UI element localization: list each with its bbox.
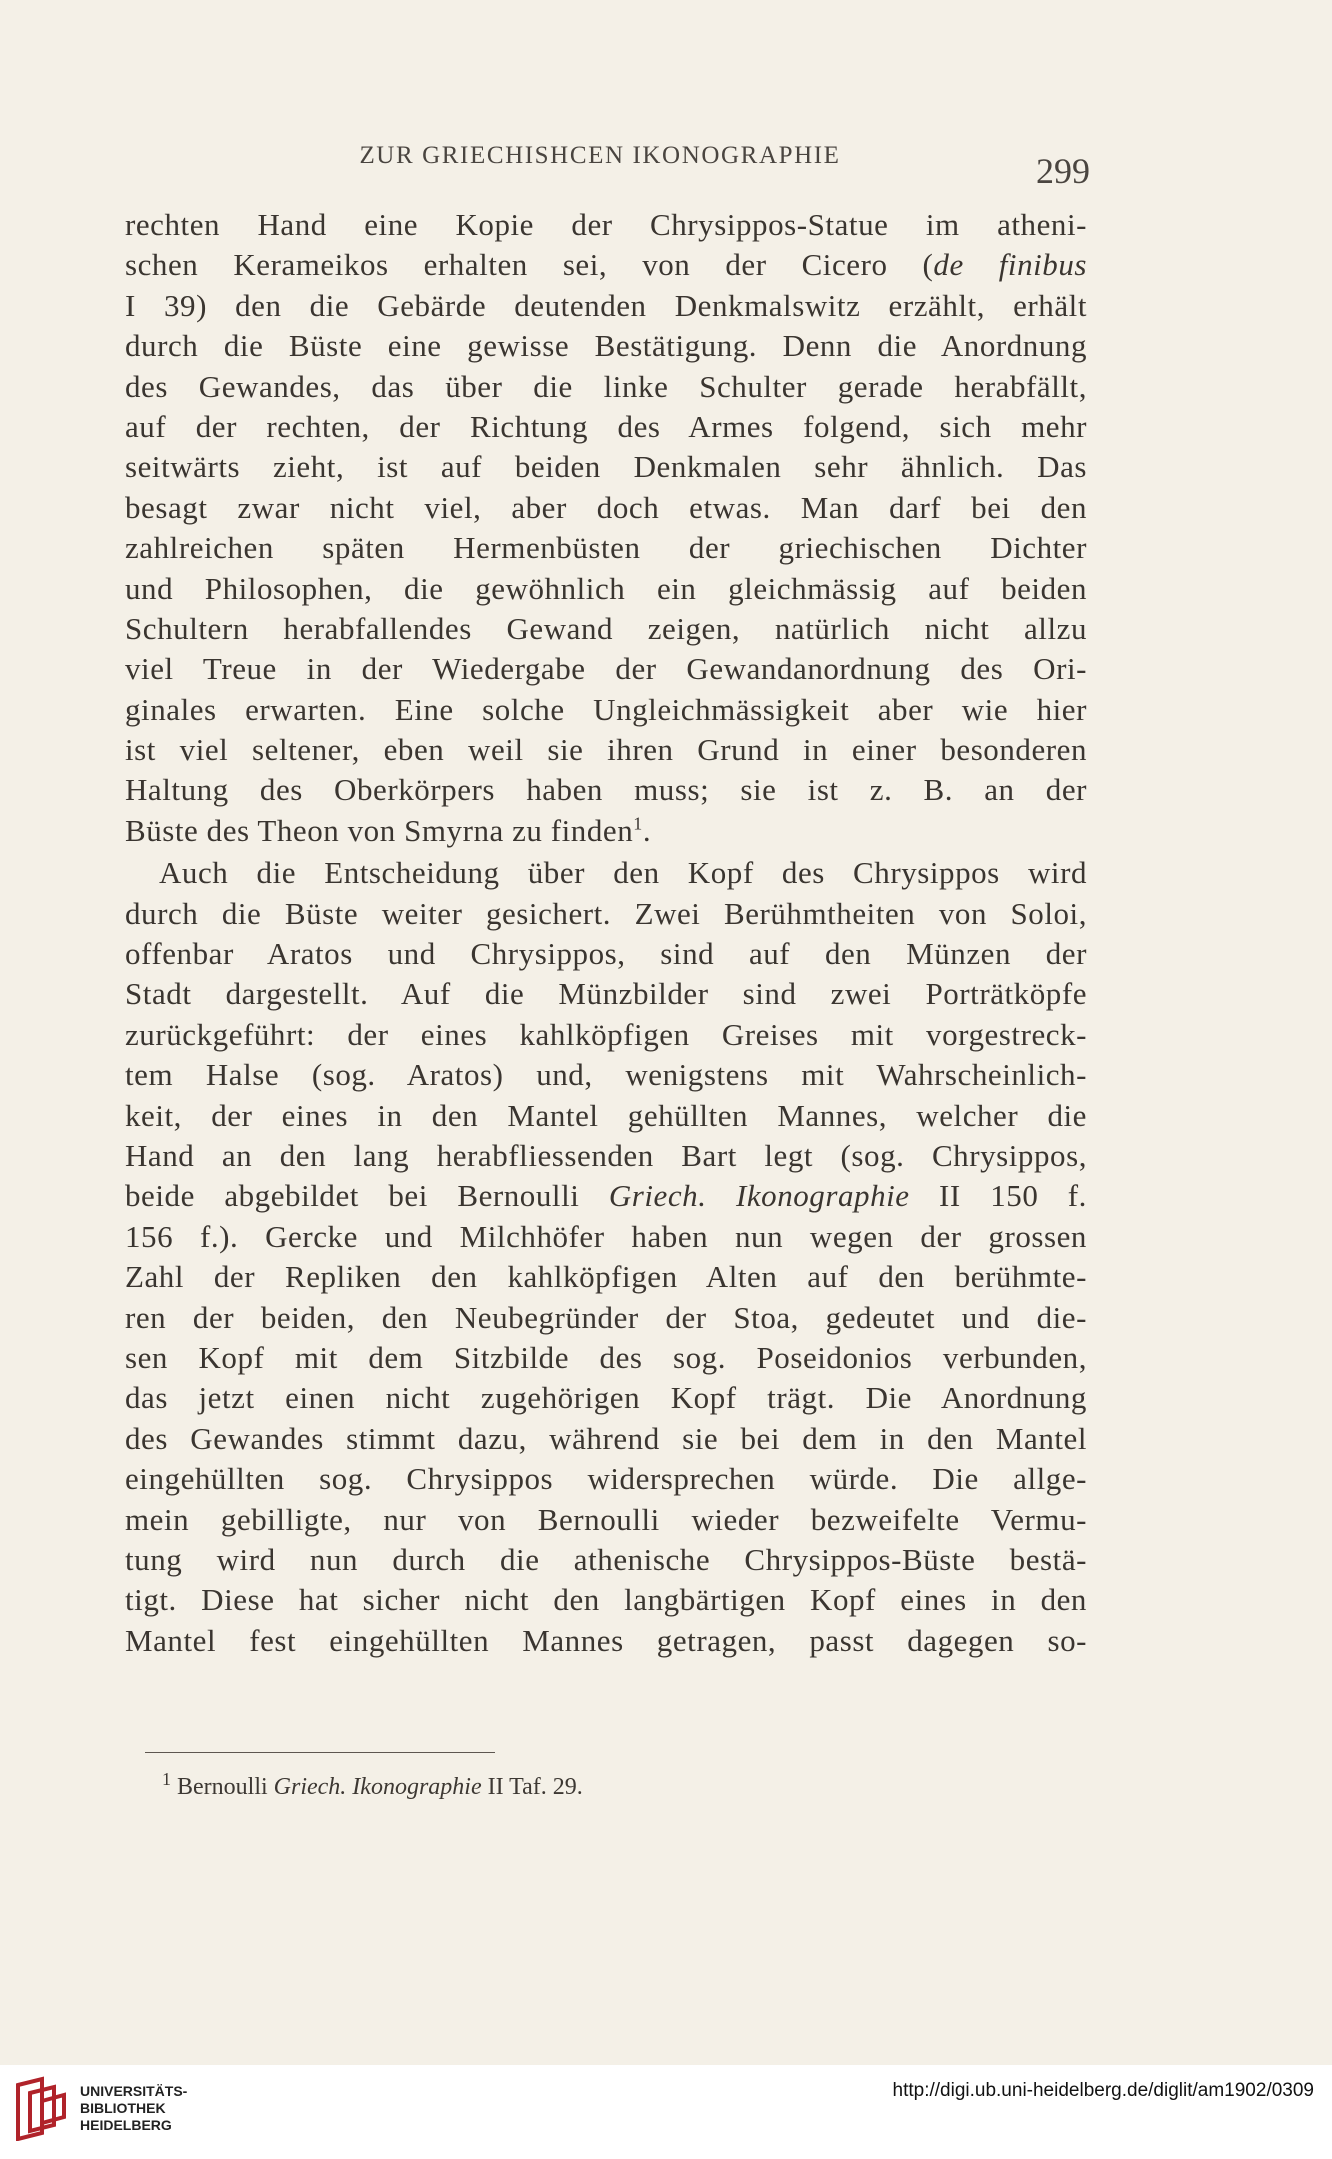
footnote (162, 1769, 862, 1801)
text-fragment: schen Kerameikos erhalten sei, von der Cicero ( (125, 247, 934, 283)
text-line: Hand an den lang herabfliessenden Bart legt (sog. Chrysippos, (125, 1137, 1087, 1173)
text-line (125, 811, 1087, 851)
text-line: viel Treue in der Wiedergabe der Gewandanordnung des Ori- (125, 651, 1087, 687)
text-line: I 39) den die Gebärde deutenden Denkmalswitz erzählt, erhält (125, 287, 1087, 323)
footnote-text: Bernoulli (171, 1774, 274, 1800)
text-line: Zahl der Repliken den kahlköpfigen Alten auf den berühmte- (125, 1259, 1087, 1295)
footnote-divider (145, 1752, 495, 1753)
text-line: durch die Büste eine gewisse Bestätigung. Denn die Anordnung (125, 328, 1087, 364)
text-fragment: beide abgebildet bei Bernoulli (125, 1178, 609, 1214)
library-logo (10, 2075, 240, 2147)
text-line: sen Kopf mit dem Sitzbilde des sog. Poseidonios verbunden, (125, 1339, 1087, 1375)
text-line: zurückgeführt: der eines kahlköpfigen Greises mit vorgestreck- (125, 1016, 1087, 1052)
page-number: 299 (1036, 151, 1090, 191)
text-line: tung wird nun durch die athenische Chrysippos-Büste bestä- (125, 1541, 1087, 1577)
text-fragment: II 150 f. (909, 1178, 1087, 1214)
university-logo-icon (10, 2075, 68, 2141)
italic-title: de finibus (933, 247, 1087, 283)
text-line: das jetzt einen nicht zugehörigen Kopf trägt. Die Anordnung (125, 1380, 1087, 1416)
text-line: des Gewandes stimmt dazu, während sie bei dem in den Mantel (125, 1420, 1087, 1456)
text-fragment: Büste des Theon von Smyrna zu finden (125, 812, 634, 848)
text-line: ginales erwarten. Eine solche Ungleichmässigkeit aber wie hier (125, 691, 1087, 727)
text-line: Haltung des Oberkörpers haben muss; sie ist z. B. an der (125, 772, 1087, 808)
source-url: http://digi.ub.uni-heidelberg.de/diglit/am1902/0309 (892, 2080, 1314, 2101)
text-line: tem Halse (sog. Aratos) und, wenigstens mit Wahrscheinlich- (125, 1057, 1087, 1093)
text-line: keit, der eines in den Mantel gehüllten Mannes, welcher die (125, 1097, 1087, 1133)
text-line: des Gewandes, das über die linke Schulter gerade herabfällt, (125, 368, 1087, 404)
body-text (125, 205, 1087, 1661)
italic-title: Griech. Ikonographie (608, 1178, 910, 1214)
text-line: 156 f.). Gercke und Milchhöfer haben nun wegen der grossen (125, 1218, 1087, 1254)
text-line: durch die Büste weiter gesichert. Zwei Berühmtheiten von Soloi, (125, 895, 1087, 931)
text-line: offenbar Aratos und Chrysippos, sind auf den Münzen der (125, 936, 1087, 972)
text-line: zahlreichen späten Hermenbüsten der griechischen Dichter (125, 530, 1087, 566)
text-line: rechten Hand eine Kopie der Chrysippos-Statue im atheni- (125, 207, 1087, 242)
text-line: auf der rechten, der Richtung des Armes folgend, sich mehr (125, 408, 1087, 444)
text-line: seitwärts zieht, ist auf beiden Denkmalen sehr ähnlich. Das (125, 449, 1087, 485)
footnote-marker: 1 (162, 1769, 171, 1789)
text-line: ren der beiden, den Neubegründer der Stoa, gedeutet und die- (125, 1299, 1087, 1335)
footnote-reference: 1 (633, 813, 643, 834)
text-line: Mantel fest eingehüllten Mannes getragen, passt dagegen so- (125, 1622, 1087, 1658)
text-line: Schultern herabfallendes Gewand zeigen, natürlich nicht allzu (125, 610, 1087, 646)
text-line: und Philosophen, die gewöhnlich ein gleichmässig auf beiden (125, 570, 1087, 606)
text-fragment: . (642, 812, 652, 848)
footnote-italic-title: Griech. Ikonographie (273, 1774, 482, 1800)
text-line: Stadt dargestellt. Auf die Münzbilder sind zwei Porträtköpfe (125, 976, 1087, 1012)
text-line: besagt zwar nicht viel, aber doch etwas. Man darf bei den (125, 489, 1087, 525)
text-line: ist viel seltener, eben weil sie ihren Grund in einer besonderen (125, 732, 1087, 768)
text-line: mein gebilligte, nur von Bernoulli wieder bezweifelte Vermu- (125, 1501, 1087, 1537)
running-title: ZUR GRIECHISHCEN IKONOGRAPHIE (359, 142, 841, 169)
library-name: UNIVERSITÄTS- BIBLIOTHEK HEIDELBERG (80, 2083, 188, 2133)
text-line (125, 245, 1087, 285)
text-line: tigt. Diese hat sicher nicht den langbärtigen Kopf eines in den (125, 1582, 1087, 1618)
page-header (120, 142, 1090, 191)
footnote-text: II Taf. 29. (481, 1774, 583, 1800)
text-line (125, 1176, 1087, 1216)
text-line: eingehüllten sog. Chrysippos widersprechen würde. Die allge- (125, 1461, 1087, 1497)
text-line: Auch die Entscheidung über den Kopf des Chrysippos wird (159, 855, 1087, 891)
